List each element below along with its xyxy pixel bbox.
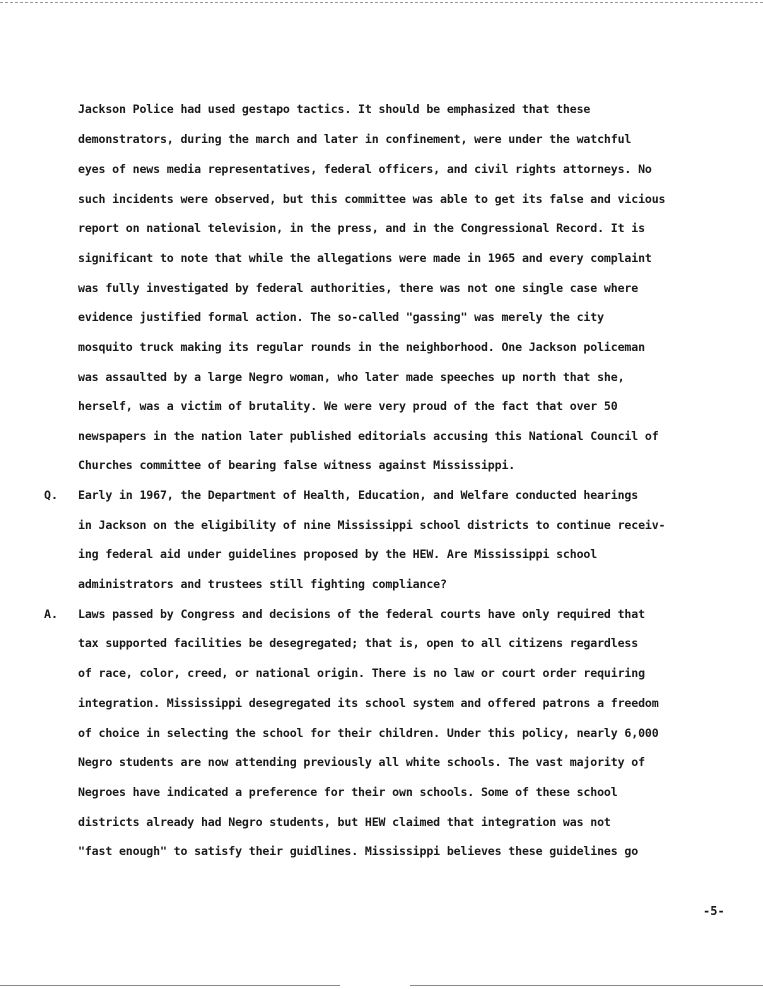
question-marker: Q. (44, 488, 58, 502)
answer-line: "fast enough" to satisfy their guidlines. Mississippi believes these guidelines go (78, 844, 639, 858)
text-line: was fully investigated by federal authorities, there was not one single case where (78, 281, 639, 295)
answer-line: integration. Mississippi desegregated its school system and offered patrons a freedom (78, 696, 659, 710)
text-line: evidence justified formal action. The so-called "gassing" was merely the city (78, 310, 604, 324)
text-line: Jackson Police had used gestapo tactics. It should be emphasized that these (78, 102, 591, 116)
bottom-rule-right (410, 985, 763, 986)
answer-line: tax supported facilities be desegregated; that is, open to all citizens regardless (78, 636, 639, 650)
text-line: was assaulted by a large Negro woman, who later made speeches up north that she, (78, 370, 625, 384)
page-number: -5- (703, 904, 725, 918)
answer-line: Negro students are now attending previously all white schools. The vast majority of (78, 755, 645, 769)
bottom-rule-left (0, 985, 340, 986)
question-line: ing federal aid under guidelines proposed by the HEW. Are Mississippi school (78, 547, 598, 561)
answer-line: Negroes have indicated a preference for their own schools. Some of these school (78, 785, 618, 799)
question-line: administrators and trustees still fighting compliance? (78, 577, 447, 591)
answer-line: of choice in selecting the school for their children. Under this policy, nearly 6,000 (78, 726, 659, 740)
answer-line: districts already had Negro students, but HEW claimed that integration was not (78, 815, 611, 829)
text-line: demonstrators, during the march and later in confinement, were under the watchful (78, 132, 632, 146)
text-line: mosquito truck making its regular rounds in the neighborhood. One Jackson policeman (78, 340, 645, 354)
text-line: Churches committee of bearing false witness against Mississippi. (78, 458, 516, 472)
answer-line: of race, color, creed, or national origin. There is no law or court order requiring (78, 666, 645, 680)
text-line: herself, was a victim of brutality. We were very proud of the fact that over 50 (78, 399, 618, 413)
question-line: Early in 1967, the Department of Health, Education, and Welfare conducted hearings (78, 488, 639, 502)
text-line: such incidents were observed, but this committee was able to get its false and vicious (78, 192, 666, 206)
text-line: report on national television, in the press, and in the Congressional Record. It is (78, 221, 645, 235)
answer-marker: A. (44, 607, 58, 621)
question-line: in Jackson on the eligibility of nine Mississippi school districts to continue receiv- (78, 518, 666, 532)
answer-line: Laws passed by Congress and decisions of the federal courts have only required that (78, 607, 645, 621)
text-line: newspapers in the nation later published editorials accusing this National Council of (78, 429, 659, 443)
text-line: significant to note that while the allegations were made in 1965 and every complaint (78, 251, 652, 265)
text-line: eyes of news media representatives, federal officers, and civil rights attorneys. No (78, 162, 652, 176)
